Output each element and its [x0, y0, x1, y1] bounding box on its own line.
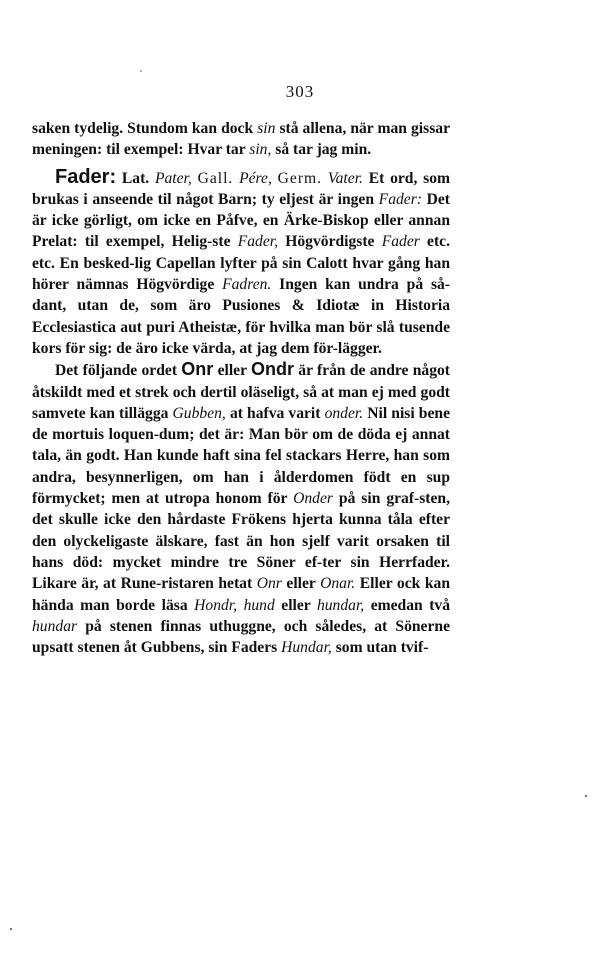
runic-word: Onr [181, 359, 214, 380]
text-run: Eller ock kan hända man borde läsa [32, 575, 450, 614]
text-run: på sin graf-sten, det skulle icke den hårdaste Frökens hjerta kunna tåla efter den olyckeligaste älskare, fast än hon sjelf varit orsaken til hans död: mycket mindre tre Söner ef-ter sin Herrfader. Likare är, at Rune-ristaren hetat [32, 490, 450, 593]
italic-word: Fader [381, 233, 420, 251]
italic-word: Onr [256, 575, 282, 593]
italic-word: Gubben, [172, 404, 226, 422]
language-abbrev: Germ. [277, 169, 323, 187]
italic-word: Pére, [239, 169, 272, 187]
italic-word: Fader: [378, 190, 422, 208]
italic-word: onder. [324, 404, 364, 422]
page-number: 303 [285, 82, 315, 101]
runic-word: Ondr [251, 359, 295, 380]
text-run: eller [281, 575, 321, 593]
entry-headword: Fader: [55, 165, 117, 188]
paragraph-continued [32, 118, 450, 161]
print-speck [585, 795, 587, 797]
text-run: Det följande ordet [55, 362, 182, 380]
italic-word: Vater. [327, 169, 363, 187]
text-run: Det är icke görligt, om icke en Påfve, en Ärke-Biskop eller annan Prelat: til exempel, Helig-ste [32, 190, 450, 251]
text-run: Nil nisi bene de mortuis loquen-dum; det är: Man bör om de döda ej annat tala, än godt. Han kunde haft sina fel stackars Herre, han som andra, besynnerligen, om han i ålderdomen födt en sup förmycket; men at utropa honom för [32, 404, 450, 508]
text-run: eller [274, 596, 317, 614]
print-speck [10, 928, 12, 930]
italic-word: Pater, [154, 169, 192, 187]
italic-word: Hundar, [281, 639, 332, 657]
italic-word: hundar, [316, 596, 365, 614]
italic-word: Onder [293, 490, 333, 508]
italic-word: Hondr, [194, 596, 238, 614]
dictionary-entry-fader [32, 167, 450, 360]
text-run: at hafva varit [225, 404, 325, 422]
text-run: Ingen kan undra på så-dant, utan de, som äro Pusiones & Idiotæ in Historia Ecclesiastica aut puri Atheistæ, för hvilka man bör slå tusende kors för sig: de äro icke värda, at jag dem för-lägger. [32, 276, 451, 357]
italic-word: sin, [249, 141, 272, 159]
text-run: Et ord, som brukas i anseende til något Barn; ty eljest är ingen [32, 169, 450, 208]
text-run: emedan två [364, 596, 450, 614]
italic-word: Fader, [237, 233, 279, 251]
italic-word: sin [257, 120, 276, 137]
body-text [32, 118, 450, 658]
paragraph-onr [32, 359, 450, 658]
italic-word: Fadren. [222, 276, 272, 294]
text-run: eller [213, 362, 252, 380]
text-run: är från de andre något åtskildt med et strek och dertil oläseligt, så at man ej med godt samvete kan tillägga [32, 362, 450, 422]
italic-word: hund [243, 596, 275, 614]
text-run: som utan tvif- [331, 639, 429, 657]
italic-word: Onar. [320, 575, 356, 593]
text-run: så tar jag min. [271, 141, 372, 159]
text-run: stå allena, när man gissar meningen: til exempel: Hvar tar [32, 120, 450, 159]
italic-word: hundar [32, 617, 78, 635]
language-abbrev: Gall. [197, 169, 234, 187]
text-run: saken tydelig. Stundom kan dock [32, 120, 258, 137]
text-run: Högvördigste [278, 233, 382, 251]
text-run: etc. etc. En besked-lig Capellan lyfter på sin Calott hvar gång han hörer nämnas Högvördige [32, 233, 450, 294]
text-run: på stenen finnas uthuggne, och således, at Sönerne upsatt stenen åt Gubbens, sin Faders [32, 617, 450, 657]
print-speck [140, 70, 142, 72]
text-run: Lat. [116, 169, 155, 187]
